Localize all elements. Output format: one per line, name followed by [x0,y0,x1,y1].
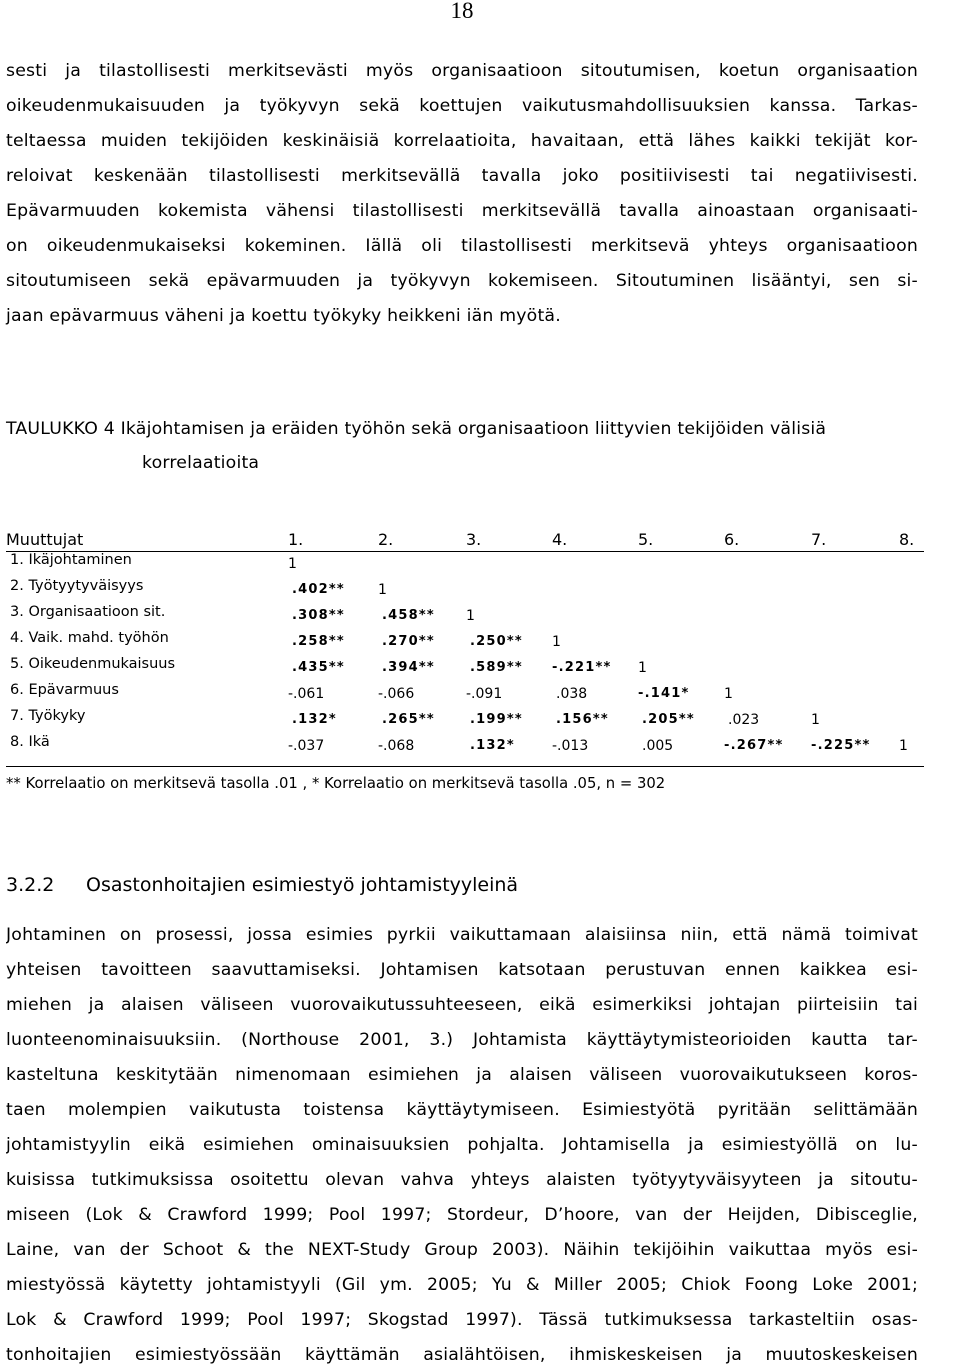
table-cell: -.066 [378,686,415,702]
body-line: Johtaminen on prosessi, jossa esimies pyrkii vaikuttamaan alaisiinsa niin, että nämä toimivat [6,925,918,945]
table-cell: 1 [378,582,387,598]
table-column-header: 1. [288,530,304,549]
table-row-label: 4. Vaik. mahd. työhön [10,630,169,646]
table-column-header: 5. [638,530,654,549]
table-column-header: 3. [466,530,482,549]
table-cell: .199** [470,712,523,727]
intro-line: teltaessa muiden tekijöiden keskinäisiä korrelaatioita, havaitaan, että lähes kaikki tekijät kor- [6,131,918,151]
table-cell: -.221** [552,660,612,675]
table-cell: .458** [382,608,435,623]
table-cell: -.267** [724,738,784,753]
body-line: miehen ja alaisen väliseen vuorovaikutussuhteeseen, eikä esimerkiksi johtajan piirteisiin tai [6,995,918,1015]
body-line: kuisissa tutkimuksissa osoitettu olevan vahva yhteys alaisten työtyytyväisyyteen ja sitoutu- [6,1170,918,1190]
table-cell: 1 [724,686,733,702]
table-cell: .258** [292,634,345,649]
table-cell: 1 [288,556,297,572]
body-line: taen molempien vaikutusta toistensa käyttäytymiseen. Esimiestyötä pyritään selittämään [6,1100,918,1120]
table-column-header: 4. [552,530,568,549]
table-cell: .394** [382,660,435,675]
intro-line: on oikeudenmukaiseksi kokeminen. Iällä oli tilastollisesti merkitsevä yhteys organisaatioon [6,236,918,256]
body-line: Lok & Crawford 1999; Pool 1997; Skogstad 1997). Tässä tutkimuksessa tarkasteltiin osas- [6,1310,918,1330]
table-cell: .589** [470,660,523,675]
table-cell: -.013 [552,738,589,754]
table-cell: .005 [642,738,674,754]
table-cell: .250** [470,634,523,649]
body-line: luonteenominaisuuksiin. (Northouse 2001, 3.) Johtamista käyttäytymisteorioiden kautta tar- [6,1030,918,1050]
table-cell: 1 [899,738,908,754]
table-cell: 1 [552,634,561,650]
intro-line: oikeudenmukaisuuden ja työkyvyn sekä koettujen vaikutusmahdollisuuksien kanssa. Tarkas- [6,96,918,116]
body-line: johtamistyylin eikä esimiehen ominaisuuksien pohjalta. Johtamisella ja esimiestyöllä on lu- [6,1135,918,1155]
table-cell: -.068 [378,738,415,754]
table-row-label: 5. Oikeudenmukaisuus [10,656,176,672]
table-cell: .435** [292,660,345,675]
table-row-label: 2. Työtyytyväisyys [10,578,144,594]
table-row-label: 1. Ikäjohtaminen [10,552,132,568]
table-cell: .402** [292,582,345,597]
table-cell: .023 [728,712,760,728]
intro-line: Epävarmuuden kokemista vähensi tilastollisesti merkitsevällä tavalla ainoastaan organisaati- [6,201,918,221]
table-caption-line-1: TAULUKKO 4 Ikäjohtamisen ja eräiden työhön sekä organisaatioon liittyvien tekijöiden välisiä [6,419,827,439]
body-line: yhteisen tavoitteen saavuttamiseksi. Johtamisen katsotaan perustuvan ennen kaikkea esi- [6,960,918,980]
table-row-label: 8. Ikä [10,734,50,750]
table-cell: .132* [292,712,337,727]
table-row-label: 3. Organisaatioon sit. [10,604,166,620]
table-caption-line-2: korrelaatioita [142,453,260,473]
table-cell: .205** [642,712,695,727]
body-line: kasteltuna keskitytään nimenomaan esimiehen ja alaisen väliseen vuorovaikutukseen koros- [6,1065,918,1085]
table-cell: -.141* [638,686,690,701]
intro-line: sesti ja tilastollisesti merkitsevästi myös organisaatioon sitoutumisen, koetun organisaation [6,61,918,81]
table-row-label: 7. Työkyky [10,708,86,724]
table-cell: .308** [292,608,345,623]
table-cell: .132* [470,738,515,753]
page-number: 18 [450,0,474,23]
section-title: Osastonhoitajien esimiestyö johtamistyyleinä [86,874,519,896]
body-line: Laine, van der Schoot & the NEXT-Study Group 2003). Näihin tekijöihin vaikuttaa myös esi- [6,1240,918,1260]
table-cell: .156** [556,712,609,727]
table-cell: 1 [638,660,647,676]
table-cell: .038 [556,686,588,702]
table-column-header: 7. [811,530,827,549]
body-line: miseen (Lok & Crawford 1999; Pool 1997; Stordeur, D’hoore, van der Heijden, Dibisceglie, [6,1205,918,1225]
intro-line: reloivat keskenään tilastollisesti merkitsevällä tavalla joko positiivisesti tai negatiivisesti. [6,166,918,186]
table-column-header: 8. [899,530,915,549]
table-cell: -.091 [466,686,503,702]
table-header-rule [6,551,924,552]
table-bottom-rule [6,766,924,767]
section-heading [6,874,518,896]
intro-line: jaan epävarmuus väheni ja koettu työkyky heikkeni iän myötä. [6,306,561,326]
table-cell: 1 [811,712,820,728]
table-cell: 1 [466,608,475,624]
table-cell: .270** [382,634,435,649]
table-cell: -.037 [288,738,325,754]
table-row-label: 6. Epävarmuus [10,682,119,698]
table-cell: -.225** [811,738,871,753]
table-column-header: 2. [378,530,394,549]
section-number: 3.2.2 [6,874,55,896]
table-footnote: ** Korrelaatio on merkitsevä tasolla .01 , * Korrelaatio on merkitsevä tasolla .05, n = 302 [6,775,666,792]
intro-line: sitoutumiseen sekä epävarmuuden ja työkyvyn kokemiseen. Sitoutuminen lisääntyi, sen si- [6,271,918,291]
body-line: tonhoitajien esimiestyössään käyttämän asialähtöisen, ihmiskeskeisen ja muutoskeskeisen [6,1345,918,1365]
body-line: miestyössä käytetty johtamistyyli (Gil ym. 2005; Yu & Miller 2005; Chiok Foong Loke 2001; [6,1275,918,1295]
table-header-label: Muuttujat [6,530,84,549]
table-column-header: 6. [724,530,740,549]
table-cell: -.061 [288,686,325,702]
table-cell: .265** [382,712,435,727]
